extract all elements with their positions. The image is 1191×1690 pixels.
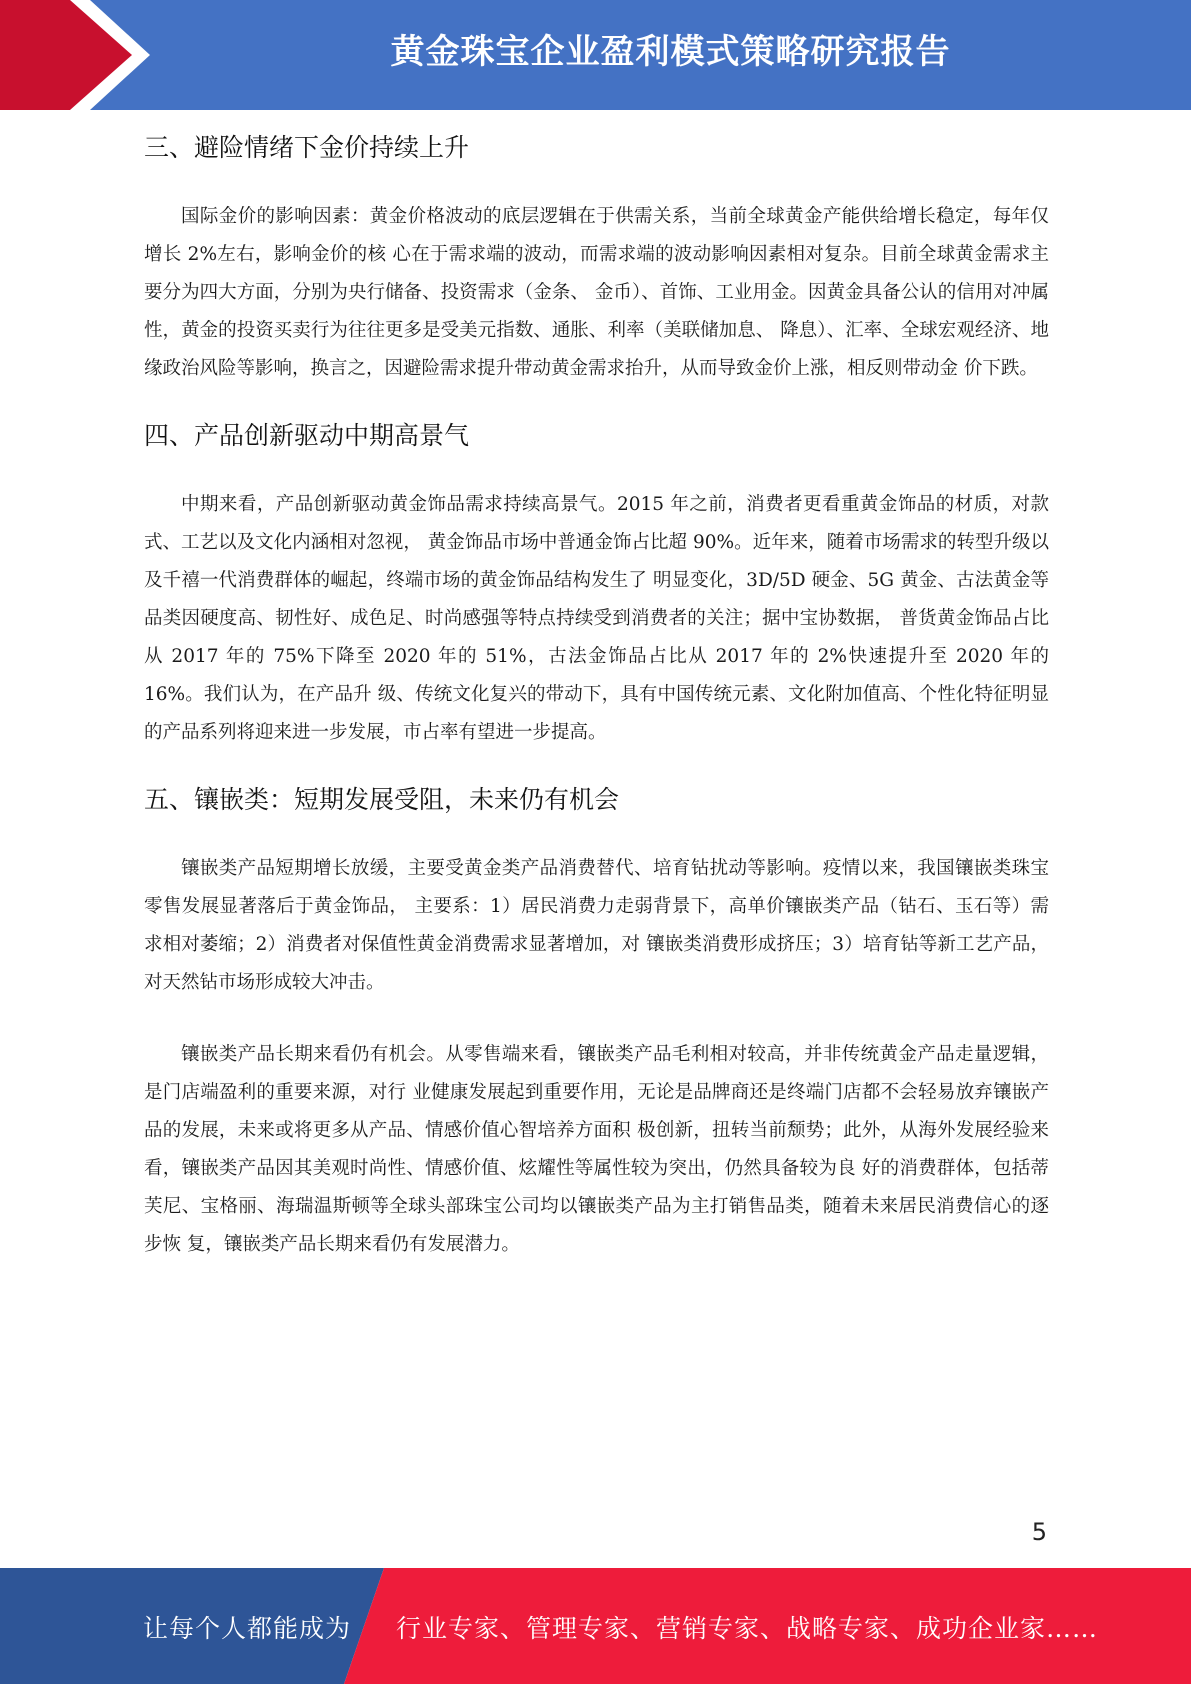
header-banner: [0, 0, 1191, 110]
section-heading-4: 四、产品创新驱动中期高景气: [144, 421, 470, 450]
section-heading-3: 三、避险情绪下金价持续上升: [144, 133, 470, 162]
footer-slogan-left: 让每个人都能成为: [143, 1614, 352, 1643]
section-heading-5: 五、镶嵌类：短期发展受阻，未来仍有机会: [144, 785, 620, 814]
document-title: 黄金珠宝企业盈利模式策略研究报告: [390, 32, 951, 72]
page-content: [144, 128, 1049, 1264]
footer-banner: [0, 1568, 1191, 1684]
section-4-paragraph-1: 中期来看，产品创新驱动黄金饰品需求持续高景气。2015 年之前，消费者更看重黄金饰品的材质，对款式、工艺以及文化内涵相对忽视， 黄金饰品市场中普通金饰占比超 90%。近年来，随着市场需求的转型升级以及千禧一代消费群体的崛起，终端市场的黄金饰品结构发生了 明显变化，3D/5D 硬金、5G 黄金、古法黄金等品类因硬度高、韧性好、成色足、时尚感强等特点持续受到消费者的关注；据中宝协数据， 普货黄金饰品占比从 2017 年的 75%下降至 2020 年的 51%，古法金饰品占比从 2017 年的 2%快速提升至 2020 年的 16%。我们认为，在产品升 级、传统文化复兴的带动下，具有中国传统元素、文化附加值高、个性化特征明显的产品系列将迎来进一步发展，市占率有望进一步提高。: [144, 494, 1049, 743]
page-number: 5: [1031, 1518, 1047, 1546]
section-3-paragraph-1: 国际金价的影响因素：黄金价格波动的底层逻辑在于供需关系，当前全球黄金产能供给增长稳定，每年仅增长 2%左右，影响金价的核 心在于需求端的波动，而需求端的波动影响因素相对复杂。目前全球黄金需求主要分为四大方面，分别为央行储备、投资需求（金条、 金币）、首饰、工业用金。因黄金具备公认的信用对冲属性，黄金的投资买卖行为往往更多是受美元指数、通胀、利率（美联储加息、 降息）、汇率、全球宏观经济、地缘政治风险等影响，换言之，因避险需求提升带动黄金需求抬升，从而导致金价上涨，相反则带动金 价下跌。: [144, 206, 1049, 379]
section-5-paragraph-1: 镶嵌类产品短期增长放缓，主要受黄金类产品消费替代、培育钻扰动等影响。疫情以来，我国镶嵌类珠宝零售发展显著落后于黄金饰品， 主要系：1）居民消费力走弱背景下，高单价镶嵌类产品（钻石、玉石等）需求相对萎缩；2）消费者对保值性黄金消费需求显著增加，对 镶嵌类消费形成挤压；3）培育钻等新工艺产品，对天然钻市场形成较大冲击。: [144, 858, 1049, 993]
section-5-paragraph-2: 镶嵌类产品长期来看仍有机会。从零售端来看，镶嵌类产品毛利相对较高，并非传统黄金产品走量逻辑，是门店端盈利的重要来源，对行 业健康发展起到重要作用，无论是品牌商还是终端门店都不会轻易放弃镶嵌产品的发展，未来或将更多从产品、情感价值心智培养方面积 极创新，扭转当前颓势；此外，从海外发展经验来看，镶嵌类产品因其美观时尚性、情感价值、炫耀性等属性较为突出，仍然具备较为良 好的消费群体，包括蒂芙尼、宝格丽、海瑞温斯顿等全球头部珠宝公司均以镶嵌类产品为主打销售品类，随着未来居民消费信心的逐步恢 复，镶嵌类产品长期来看仍有发展潜力。: [144, 1044, 1049, 1255]
footer-slogan-right: 行业专家、管理专家、营销专家、战略专家、成功企业家……: [396, 1614, 1099, 1643]
